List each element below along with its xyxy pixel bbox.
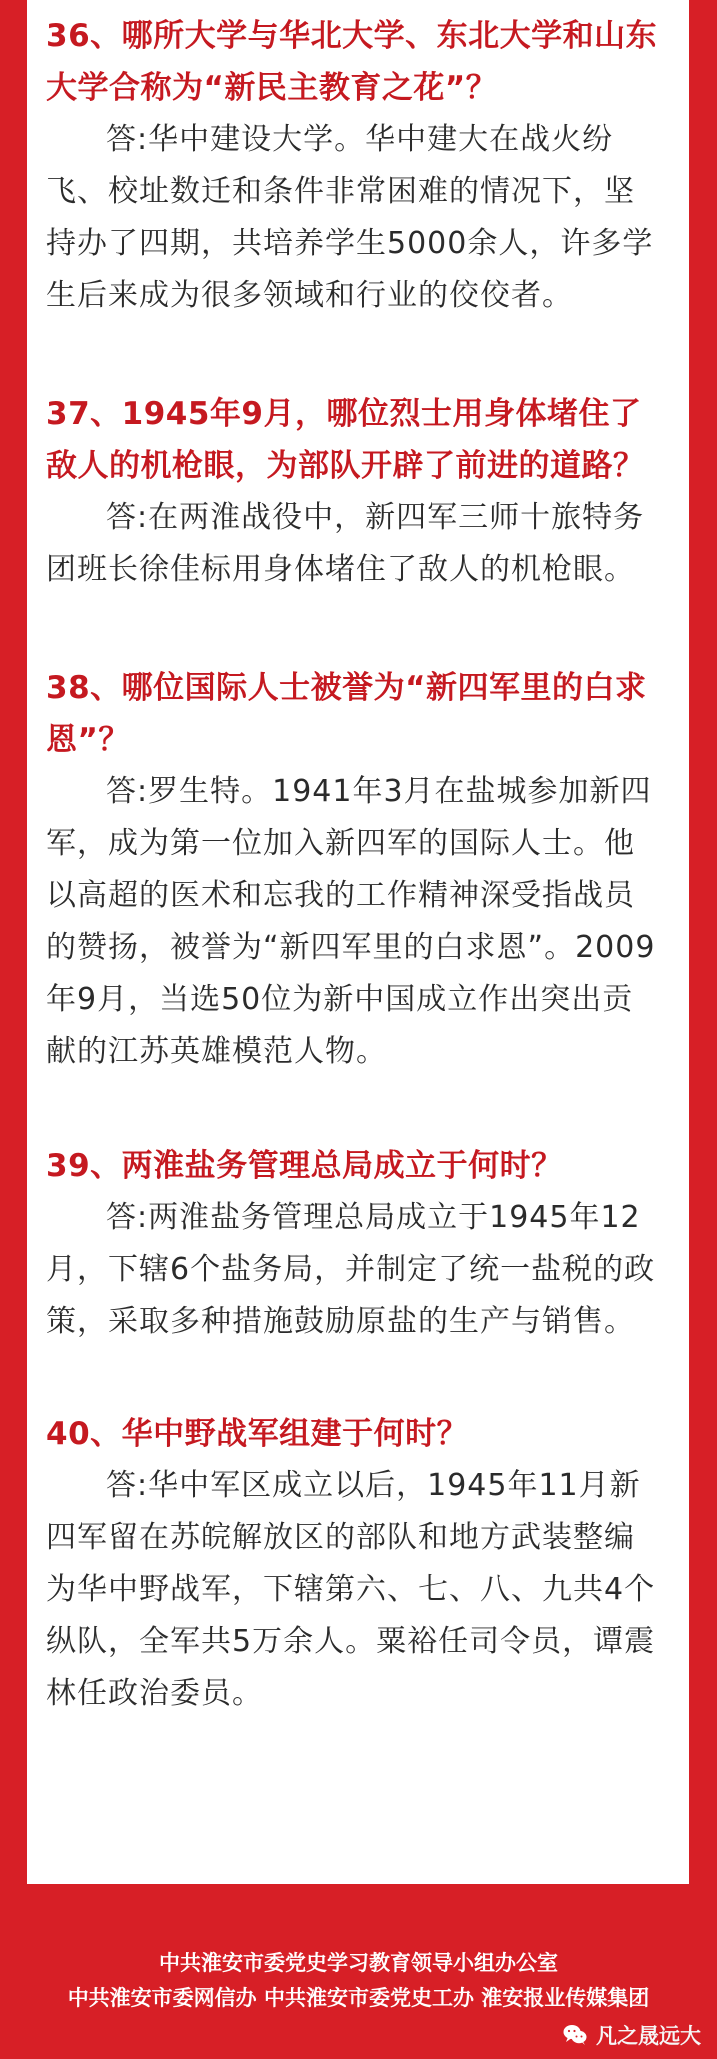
qa-item-38 xyxy=(46,662,659,1078)
question-39: 39、两淮盐务管理总局成立于何时？ xyxy=(46,1148,563,1184)
qa-item-39 xyxy=(46,1140,659,1348)
qa-item-36 xyxy=(46,10,659,322)
answer-40: 答:华中军区成立以后，1945年11月新四军留在苏皖解放区的部队和地方武装整编为华中野战军，下辖第六、七、八、九共4个纵队，全军共5万余人。粟裕任司令员，谭震林任政治委员。 xyxy=(46,1468,656,1711)
footer-sponsors-line: 中共淮安市委网信办 中共淮安市委党史工办 淮安报业传媒集团 xyxy=(67,1986,650,2010)
question-38: 38、哪位国际人士被誉为“新四军里的白求恩”？ xyxy=(46,670,647,758)
answer-37: 答:在两淮战役中，新四军三师十旅特务团班长徐佳标用身体堵住了敌人的机枪眼。 xyxy=(46,500,645,587)
answer-36: 答:华中建设大学。华中建大在战火纷飞、校址数迁和条件非常困难的情况下，坚持办了四期，共培养学生5000余人，许多学生后来成为很多领域和行业的佼佼者。 xyxy=(46,122,654,313)
question-37: 37、1945年9月，哪位烈士用身体堵住了敌人的机枪眼，为部队开辟了前进的道路？ xyxy=(46,396,645,484)
account-watermark xyxy=(561,2020,701,2050)
question-36: 36、哪所大学与华北大学、东北大学和山东大学合称为“新民主教育之花”？ xyxy=(46,18,658,106)
watermark-text: 凡之晟远大 xyxy=(596,2024,701,2048)
qa-item-37 xyxy=(46,388,659,596)
question-40: 40、华中野战军组建于何时？ xyxy=(46,1416,469,1452)
qa-item-40 xyxy=(46,1408,659,1720)
footer-organizer-line: 中共淮安市委党史学习教育领导小组办公室 xyxy=(159,1951,558,1975)
footer xyxy=(0,1884,717,2059)
answer-38: 答:罗生特。1941年3月在盐城参加新四军，成为第一位加入新四军的国际人士。他以高超的医术和忘我的工作精神深受指战员的赞扬，被誉为“新四军里的白求恩”。2009年9月，当选50位为新中国成立作出突出贡献的江苏英雄模范人物。 xyxy=(46,774,656,1069)
wechat-icon xyxy=(561,2021,589,2049)
qa-card xyxy=(27,0,689,1884)
answer-39: 答:两淮盐务管理总局成立于1945年12月，下辖6个盐务局，并制定了统一盐税的政策，采取多种措施鼓励原盐的生产与销售。 xyxy=(46,1200,656,1339)
